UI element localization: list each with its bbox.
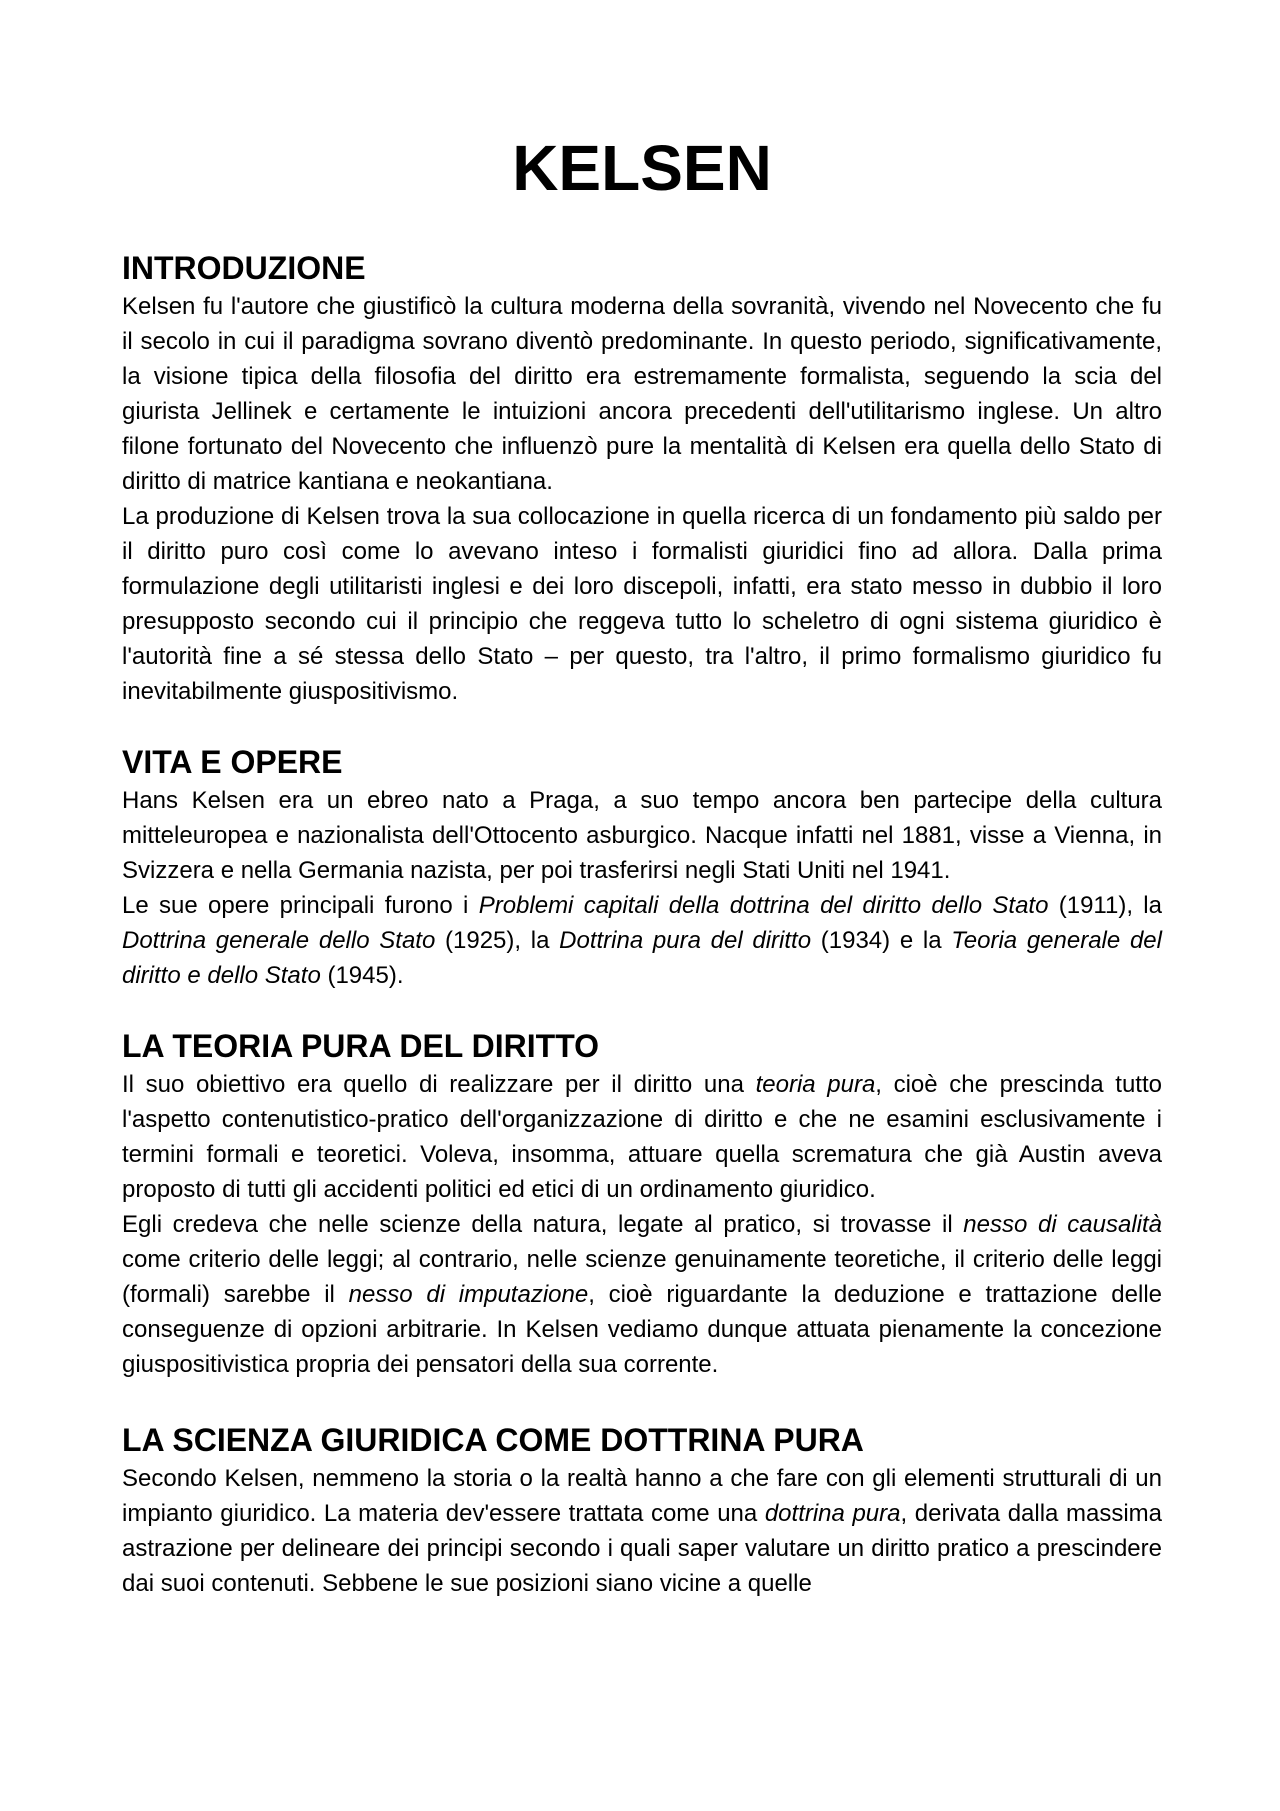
text-run: Hans Kelsen era un ebreo nato a Praga, a suo tempo ancora ben partecipe della cultura mitteleuropea e nazionalista dell'Ottocento asburgico. Nacque infatti nel 1881, visse a Vienna, in Svizzera e nella Germania nazista, per poi trasferirsi negli Stati Uniti nel 1941.	[122, 787, 1162, 884]
section-heading: INTRODUZIONE	[122, 250, 366, 286]
paragraph	[122, 1461, 1162, 1601]
document-page	[122, 0, 1162, 1601]
paragraph	[122, 499, 1162, 709]
section-heading: LA TEORIA PURA DEL DIRITTO	[122, 1028, 600, 1064]
italic-text: teoria pura	[755, 1071, 876, 1098]
italic-text: Teoria generale del diritto e dello Stato	[122, 927, 1162, 989]
text-run: come criterio delle leggi; al contrario, nelle scienze genuinamente teoretiche, il criterio delle leggi (formali) sarebbe il	[122, 1246, 1162, 1308]
text-run: (1911), la	[1048, 892, 1162, 919]
text-run: (1934) e la	[811, 927, 952, 954]
text-run: Le sue opere principali furono i	[122, 892, 479, 919]
text-run: , cioè che prescinda tutto l'aspetto contenutistico-pratico dell'organizzazione di diritto e che ne esamini esclusivamente i termini formali e teoretici. Voleva, insomma, attuare quella scrematura che già Austin aveva proposto di tutti gli accidenti politici ed etici di un ordinamento giuridico.	[122, 1071, 1162, 1203]
paragraph	[122, 289, 1162, 499]
section-heading: LA SCIENZA GIURIDICA COME DOTTRINA PURA	[122, 1422, 864, 1458]
paragraph	[122, 1207, 1162, 1382]
text-run: Kelsen fu l'autore che giustificò la cultura moderna della sovranità, vivendo nel Novecento che fu il secolo in cui il paradigma sovrano diventò predominante. In questo periodo, significativamente, la visione tipica della filosofia del diritto era estremamente formalista, seguendo la scia del giurista Jellinek e certamente le intuizioni ancora precedenti dell'utilitarismo inglese. Un altro filone fortunato del Novecento che influenzò pure la mentalità di Kelsen era quella dello Stato di diritto di matrice kantiana e neokantiana.	[122, 293, 1162, 495]
text-run: Il suo obiettivo era quello di realizzare per il diritto una	[122, 1071, 756, 1098]
italic-text: nesso di imputazione	[348, 1281, 589, 1308]
italic-text: dottrina pura	[764, 1500, 901, 1527]
text-run: , cioè riguardante la deduzione e trattazione delle conseguenze di opzioni arbitrarie. In Kelsen vediamo dunque attuata pienamente la concezione giuspositivistica propria dei pensatori della sua corrente.	[122, 1281, 1163, 1378]
text-run: , derivata dalla massima astrazione per delineare dei principi secondo i quali saper valutare un diritto pratico a prescindere dai suoi contenuti. Sebbene le sue posizioni siano vicine a quelle	[122, 1500, 1162, 1597]
text-run: (1925), la	[435, 927, 560, 954]
section-heading: VITA E OPERE	[122, 744, 343, 780]
section-teoria-pura	[122, 1026, 1162, 1382]
text-run: (1945).	[320, 962, 404, 989]
section-scienza-giuridica	[122, 1420, 1162, 1601]
italic-text: Problemi capitali della dottrina del diritto dello Stato	[478, 892, 1049, 919]
text-run: Secondo Kelsen, nemmeno la storia o la realtà hanno a che fare con gli elementi strutturali di un impianto giuridico. La materia dev'essere trattata come una	[122, 1465, 1162, 1527]
text-run: Egli credeva che nelle scienze della natura, legate al pratico, si trovasse il	[122, 1211, 964, 1238]
italic-text: Dottrina generale dello Stato	[122, 927, 436, 954]
section-vita-e-opere	[122, 742, 1162, 993]
paragraph	[122, 1067, 1162, 1207]
section-introduzione	[122, 248, 1162, 709]
text-run: La produzione di Kelsen trova la sua collocazione in quella ricerca di un fondamento più saldo per il diritto puro così come lo avevano inteso i formalisti giuridici fino ad allora. Dalla prima formulazione degli utilitaristi inglesi e dei loro discepoli, infatti, era stato messo in dubbio il loro presupposto secondo cui il principio che reggeva tutto lo scheletro di ogni sistema giuridico è l'autorità fine a sé stessa dello Stato – per questo, tra l'altro, il primo formalismo giuridico fu inevitabilmente giuspositivismo.	[122, 503, 1162, 705]
italic-text: Dottrina pura del diritto	[559, 927, 812, 954]
italic-text: nesso di causalità	[963, 1211, 1163, 1238]
document-title: KELSEN	[512, 132, 772, 204]
paragraph	[122, 888, 1162, 993]
paragraph	[122, 783, 1162, 888]
